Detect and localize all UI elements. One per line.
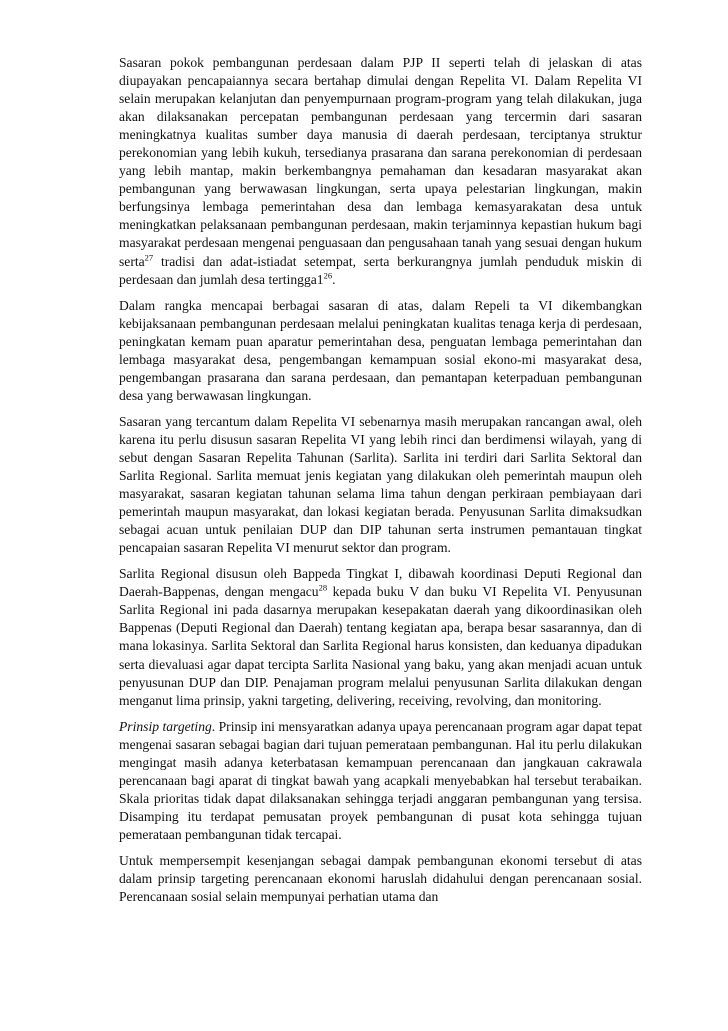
paragraph-1-text-a: Sasaran pokok pembangunan perdesaan dalam PJP II seperti telah di jelaskan di atas diupayakan pencapaiannya secara bertahap dimulai dengan Repelita VI. Dalam Repelita VI selain merupakan kelanjutan dan penyempurnaan program-program yang telah dilakukan, juga akan dilaksanakan percepatan pembangunan perdesaan yang tercermin dari sasaran meningkatnya kualitas sumber daya manusia di daerah perdesaan, terciptanya struktur perekonomian yang lebih kukuh, tersedianya prasarana dan sarana perekonomian di perdesaan yang lebih mantap, makin berkembangnya pemahaman dan kesadaran masyarakat akan pembangunan yang berwawasan lingkungan, serta upaya pelestarian lingkungan, makin berfungsinya lembaga pemerintahan desa dan lembaga kemasyarakatan desa untuk meningkatkan pelaksanaan pembangunan perdesaan, makin terjaminnya kepastian hukum bagi masyarakat perdesaan mengenai penguasaan dan pengusahaan tanah yang sesuai dengan hukum serta xyxy=(119,55,642,269)
footnote-ref-28[interactable]: 28 xyxy=(318,582,328,593)
document-page xyxy=(119,54,642,914)
paragraph-1-text-c: . xyxy=(332,271,336,287)
paragraph-3: Sasaran yang tercantum dalam Repelita VI sebenarnya masih merupakan rancangan awal, oleh karena itu perlu disusun sasaran Repelita VI yang lebih rinci dan berdimensi wilayah, yang di sebut dengan Sasaran Repelita Tahunan (Sarlita). Sarlita ini terdiri dari Sarlita Sektoral dan Sarlita Regional. Sarlita memuat jenis kegiatan yang dilakukan oleh pemerintah maupun oleh masyarakat, sasaran kegiatan tahunan selama lima tahun dengan perkiraan pembiayaan dari pemerintah maupun masyarakat, dan lokasi kegiatan berada. Penyusunan Sarlita dimaksudkan sebagai acuan untuk penilaian DUP dan DIP tahunan serta instrumen pemantauan tingkat pencapaian sasaran Repelita VI menurut sektor dan program. xyxy=(119,413,642,556)
footnote-ref-26[interactable]: 26 xyxy=(323,270,333,281)
paragraph-5 xyxy=(119,718,642,844)
paragraph-6: Untuk mempersempit kesenjangan sebagai dampak pembangunan ekonomi tersebut di atas dalam prinsip targeting perencanaan ekonomi haruslah didahului dengan perencanaan sosial. Perencanaan sosial selain mempunyai perhatian utama dan xyxy=(119,852,642,905)
paragraph-4-text-a: Sarlita Regional disusun oleh Bappeda Tingkat I, dibawah koordinasi Deputi Regional dan Daerah-Bappenas, dengan mengacu xyxy=(119,566,642,600)
paragraph-2: Dalam rangka mencapai berbagai sasaran di atas, dalam Repeli ta VI dikembangkan kebijaksanaan pembangunan perdesaan melalui peningkatan kualitas tenaga kerja di perdesaan, peningkatan kemam puan aparatur pemerintahan desa, penguatan lembaga pemerintahan dan lembaga masyarakat desa, pengembangan kemampuan sosial ekono-mi masyarakat desa, pengembangan prasarana dan sarana perdesaan, dan pemantapan keterpaduan pembangunan desa yang berwawasan lingkungan. xyxy=(119,297,642,403)
footnote-ref-27[interactable]: 27 xyxy=(144,251,154,262)
paragraph-5-text: . Prinsip ini mensyaratkan adanya upaya perencanaan program agar dapat tepat mengenai sasaran sebagai bagian dari tujuan pemerataan pembangunan. Hal itu perlu dilakukan mengingat masih adanya keterbatasan kemampuan perencanaan dan jangkauan cakrawala perencanaan bagi aparat di tingkat bawah yang acapkali menyebabkan hal tersebut terabaikan. Skala prioritas tidak dapat dilaksanakan sehingga terjadi anggaran pembangunan yang tersisa. Disamping itu terdapat pemusatan proyek pembangunan di pusat kota sehingga tujuan pemerataan pembangunan tidak tercapai. xyxy=(119,718,642,842)
paragraph-4-text-b: kepada buku V dan buku VI Repelita VI. Penyusunan Sarlita Regional ini pada dasarnya merupakan kesepakatan daerah yang dikoordinasikan oleh Bappenas (Deputi Regional dan Daerah) tentang kegiatan apa, berapa besar sasarannya, dan di mana lokasinya. Sarlita Sektoral dan Sarlita Regional harus konsisten, dan keduanya dipadukan serta dievaluasi agar dapat tercipta Sarlita Nasional yang baku, yang akan menjadi acuan untuk penyusunan DUP dan DIP. Penajaman program melalui penyusunan Sarlita dilakukan dengan menganut lima prinsip, yakni targeting, delivering, receiving, revolving, dan monitoring. xyxy=(119,584,642,708)
paragraph-1 xyxy=(119,54,642,289)
paragraph-5-heading: Prinsip targeting xyxy=(119,718,212,734)
paragraph-1-text-b: tradisi dan adat-istiadat setempat, serta berkurangnya jumlah penduduk miskin di perdesaan dan jumlah desa tertingga1 xyxy=(119,253,642,287)
paragraph-4 xyxy=(119,565,642,709)
